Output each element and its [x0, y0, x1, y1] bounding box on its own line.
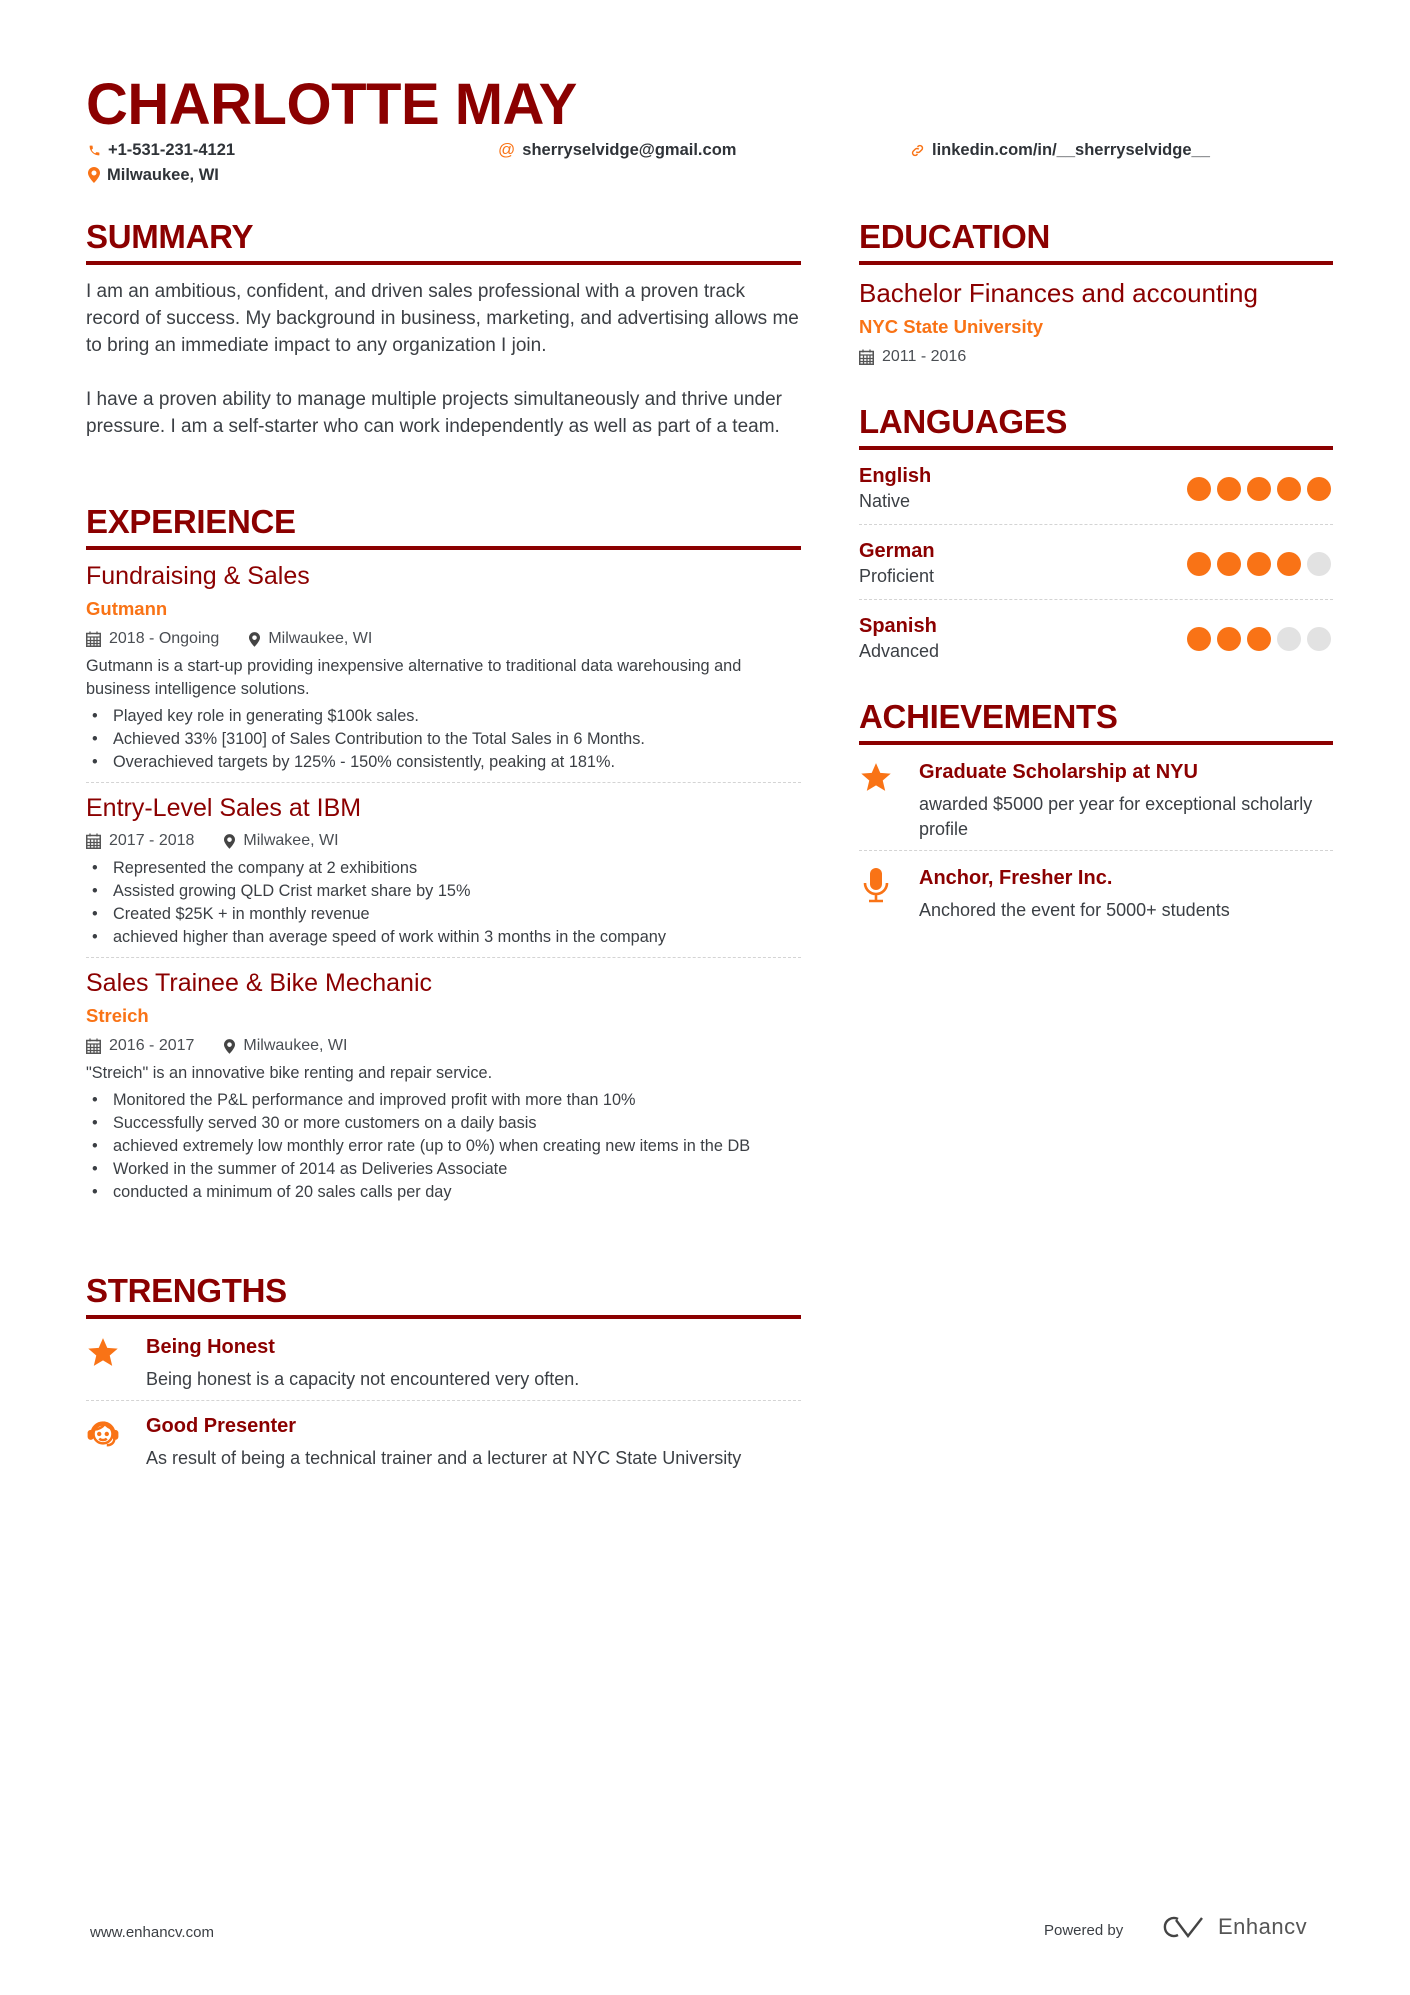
- enhancv-logo[interactable]: [1162, 1914, 1307, 1940]
- language-name: German: [859, 540, 935, 562]
- language-level: Advanced: [859, 641, 940, 661]
- job-bullet: • Monitored the P&L performance and improved profit with more than 10%: [86, 1089, 801, 1112]
- achievement-title: Anchor, Fresher Inc.: [919, 867, 1113, 889]
- language-level: Native: [859, 491, 911, 511]
- job-entry: [86, 968, 801, 1204]
- job-location: Milwaukee, WI: [243, 1037, 348, 1054]
- job-bullets: [86, 1089, 801, 1204]
- strength-item: [86, 1334, 801, 1392]
- microphone-icon: [863, 867, 889, 903]
- candidate-name: CHARLOTTE MAY: [86, 72, 577, 137]
- section-divider: [86, 1315, 801, 1319]
- job-bullet: • Overachieved targets by 125% - 150% consistently, peaking at 181%.: [86, 751, 801, 774]
- language-row: [859, 525, 1333, 599]
- rating-dot-empty: [1277, 627, 1301, 651]
- section-divider: [859, 741, 1333, 745]
- job-bullet: • Successfully served 30 or more customers on a daily basis: [86, 1112, 801, 1135]
- enhancv-brand: Enhancv: [1218, 1914, 1308, 1939]
- location-pin-icon: [224, 1039, 235, 1054]
- star-icon: [86, 1336, 120, 1369]
- job-title: Sales Trainee & Bike Mechanic: [86, 969, 433, 997]
- calendar-icon: [859, 349, 874, 365]
- phone-text: +1-531-231-4121: [108, 141, 236, 159]
- experience-heading: EXPERIENCE: [86, 503, 296, 540]
- footer-website[interactable]: www.enhancv.com: [90, 1924, 214, 1941]
- strength-description: As result of being a technical trainer and a lecturer at NYC State University: [146, 1448, 742, 1468]
- job-description: Gutmann is a start-up providing inexpensive alternative to traditional data warehousing and business intelligence solutions.: [86, 657, 742, 698]
- degree-title: Bachelor Finances and accounting: [859, 278, 1258, 308]
- rating-dot-filled: [1187, 552, 1211, 576]
- job-entry: [86, 793, 801, 949]
- job-bullet: • Represented the company at 2 exhibitions: [86, 857, 801, 880]
- summary-paragraph: I have a proven ability to manage multiple projects simultaneously and thrive under pressure. I am a self-starter who can work independently as well as part of a team.: [86, 389, 782, 437]
- rating-dot-filled: [1217, 627, 1241, 651]
- education-section: [859, 218, 1333, 367]
- strengths-section: [86, 1272, 801, 1471]
- language-rating: [1187, 477, 1331, 501]
- at-icon: @: [498, 140, 516, 159]
- school-name: NYC State University: [859, 316, 1044, 337]
- rating-dot-filled: [1307, 477, 1331, 501]
- email-text: sherryselvidge@gmail.com: [522, 141, 737, 159]
- achievement-title: Graduate Scholarship at NYU: [919, 761, 1198, 783]
- summary-section: [86, 218, 801, 440]
- job-bullet: • Assisted growing QLD Crist market share by 15%: [86, 880, 801, 903]
- rating-dot-filled: [1247, 627, 1271, 651]
- entry-divider: [86, 1400, 801, 1401]
- enhancv-logo-icon: [1162, 1914, 1208, 1940]
- location-text: Milwaukee, WI: [107, 166, 219, 184]
- location-pin-icon: [88, 167, 100, 183]
- job-location: Milwaukee, WI: [268, 630, 373, 647]
- job-bullet: • conducted a minimum of 20 sales calls per day: [86, 1181, 801, 1204]
- email-contact[interactable]: [498, 140, 736, 160]
- job-location: Milwakee, WI: [243, 832, 339, 849]
- job-dates: 2016 - 2017: [109, 1037, 195, 1054]
- job-title: Entry-Level Sales at IBM: [86, 794, 362, 822]
- job-bullets: [86, 705, 801, 774]
- language-rating: [1187, 627, 1331, 651]
- job-bullet: • Created $25K + in monthly revenue: [86, 903, 801, 926]
- strength-title: Good Presenter: [146, 1415, 297, 1437]
- job-bullet: • Worked in the summer of 2014 as Deliveries Associate: [86, 1158, 801, 1181]
- section-divider: [86, 261, 801, 265]
- phone-icon: [88, 143, 101, 158]
- section-divider: [86, 546, 801, 550]
- rating-dot-filled: [1277, 477, 1301, 501]
- rating-dot-filled: [1277, 552, 1301, 576]
- entry-divider: [86, 957, 801, 958]
- job-description: "Streich" is an innovative bike renting and repair service.: [86, 1064, 493, 1082]
- link-icon: [910, 143, 925, 158]
- rating-dot-empty: [1307, 552, 1331, 576]
- calendar-icon: [86, 1038, 101, 1054]
- summary-paragraph: I am an ambitious, confident, and driven sales professional with a proven track record of success. My background in business, marketing, and advertising allows me to bring an immediate impact to any organization I join.: [86, 281, 799, 356]
- rating-dot-filled: [1217, 477, 1241, 501]
- rating-dot-filled: [1187, 477, 1211, 501]
- job-dates: 2017 - 2018: [109, 832, 195, 849]
- language-row: [859, 600, 1333, 674]
- language-name: English: [859, 465, 932, 487]
- education-meta: [859, 347, 1333, 367]
- linkedin-text: linkedin.com/in/__sherryselvidge__: [932, 141, 1210, 159]
- achievement-description: Anchored the event for 5000+ students: [919, 900, 1230, 920]
- company-name: Gutmann: [86, 598, 168, 619]
- location-pin-icon: [224, 834, 235, 849]
- job-meta: [86, 1036, 801, 1056]
- achievement-item: [859, 759, 1333, 842]
- strength-title: Being Honest: [146, 1336, 275, 1358]
- rating-dot-empty: [1307, 627, 1331, 651]
- languages-section: [859, 403, 1333, 674]
- entry-divider: [86, 782, 801, 783]
- achievement-item: [859, 865, 1333, 923]
- calendar-icon: [86, 631, 101, 647]
- language-level: Proficient: [859, 566, 935, 586]
- job-title: Fundraising & Sales: [86, 562, 310, 590]
- experience-section: [86, 503, 801, 1204]
- location-contact: [88, 165, 219, 185]
- education-dates: 2011 - 2016: [882, 348, 967, 365]
- strengths-heading: STRENGTHS: [86, 1272, 287, 1309]
- rating-dot-filled: [1187, 627, 1211, 651]
- education-heading: EDUCATION: [859, 218, 1051, 255]
- summary-heading: SUMMARY: [86, 218, 254, 255]
- achievement-description: awarded $5000 per year for exceptional scholarly profile: [919, 794, 1313, 839]
- linkedin-contact[interactable]: [910, 140, 1210, 160]
- star-icon: [859, 761, 893, 794]
- company-name: Streich: [86, 1005, 149, 1026]
- phone-contact[interactable]: [88, 140, 235, 160]
- entry-divider: [859, 850, 1333, 851]
- rating-dot-filled: [1247, 477, 1271, 501]
- presenter-headset-icon: [86, 1415, 120, 1451]
- job-bullet: • Played key role in generating $100k sales.: [86, 705, 801, 728]
- job-bullet: • achieved higher than average speed of work within 3 months in the company: [86, 926, 801, 949]
- achievements-heading: ACHIEVEMENTS: [859, 698, 1118, 735]
- achievements-section: [859, 698, 1333, 923]
- section-divider: [859, 261, 1333, 265]
- job-meta: [86, 629, 801, 649]
- job-entry: [86, 561, 801, 774]
- location-pin-icon: [249, 632, 260, 647]
- powered-by-text: Powered by: [1044, 1922, 1124, 1939]
- job-dates: 2018 - Ongoing: [109, 630, 220, 647]
- rating-dot-filled: [1247, 552, 1271, 576]
- languages-heading: LANGUAGES: [859, 403, 1068, 440]
- job-bullets: [86, 857, 801, 949]
- job-bullet: • achieved extremely low monthly error rate (up to 0%) when creating new items in the DB: [86, 1135, 801, 1158]
- language-name: Spanish: [859, 615, 937, 637]
- strength-item: [86, 1413, 801, 1471]
- language-row: [859, 450, 1333, 524]
- strength-description: Being honest is a capacity not encountered very often.: [146, 1369, 580, 1389]
- job-bullet: • Achieved 33% [3100] of Sales Contribution to the Total Sales in 6 Months.: [86, 728, 801, 751]
- job-meta: [86, 831, 801, 851]
- calendar-icon: [86, 833, 101, 849]
- rating-dot-filled: [1217, 552, 1241, 576]
- language-rating: [1187, 552, 1331, 576]
